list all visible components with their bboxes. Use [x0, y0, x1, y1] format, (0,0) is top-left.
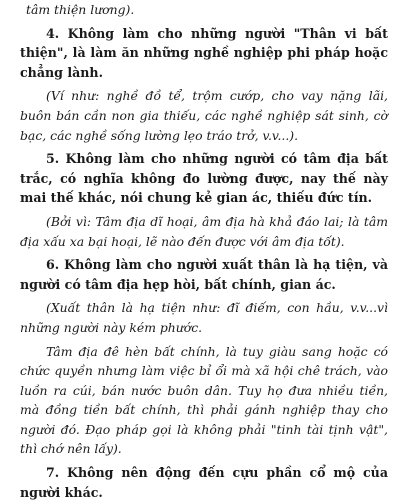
rule-5-note: (Bởi vì: Tâm địa dĩ hoại, âm địa hà khả đáo lai; là tâm địa xấu xa bại hoại, lẽ nào đến được với âm địa tốt).: [20, 213, 388, 249]
rule-5-heading: 5. Không làm cho những người có tâm địa bất trắc, có nghĩa không đo lường được, nay thế này mai thế khác, nói chung kẻ gian ác, thiếu đức tín.: [20, 151, 388, 206]
rule-6-heading: 6. Không làm cho người xuất thân là hạ tiện, và người có tâm địa hẹp hòi, bất chính, gian ác.: [20, 257, 388, 292]
rule-6-note: (Xuất thân là hạ tiện như: đĩ điếm, con hầu, v.v...vì những người này kém phước.: [20, 300, 388, 335]
rule-4-note: (Ví như: nghề đồ tể, trộm cướp, cho vay nặng lãi, buôn bán cần non gia thiếu, các nghề nghiệp sát sinh, cờ bạc, các nghề sống lường lẹo tráo trở, v.v...).: [20, 88, 388, 143]
rule-4-heading: 4. Không làm cho những người "Thân vi bất thiện", là làm ăn những nghề nghiệp phi pháp hoặc chẳng lành.: [20, 25, 388, 80]
rule-7-heading: 7. Không nên động đến cựu phần cổ mộ của người khác.: [20, 465, 388, 500]
rule-6-note-continued: Tâm địa đê hèn bất chính, là tuy giàu sang hoặc có chức quyền nhưng làm việc bỉ ổi mà xã hội chê trách, vào luồn ra cúi, bán nước buôn dân. Tuy họ đưa nhiều tiền, mà đồng tiền bất chính, thì phải gánh nghiệp thay cho người đó. Đạo pháp gọi là không phải "tinh tài tịnh vật", thì chớ nên lấy).: [20, 343, 388, 457]
paragraph-1: tâm thiện lương).: [26, 2, 135, 17]
